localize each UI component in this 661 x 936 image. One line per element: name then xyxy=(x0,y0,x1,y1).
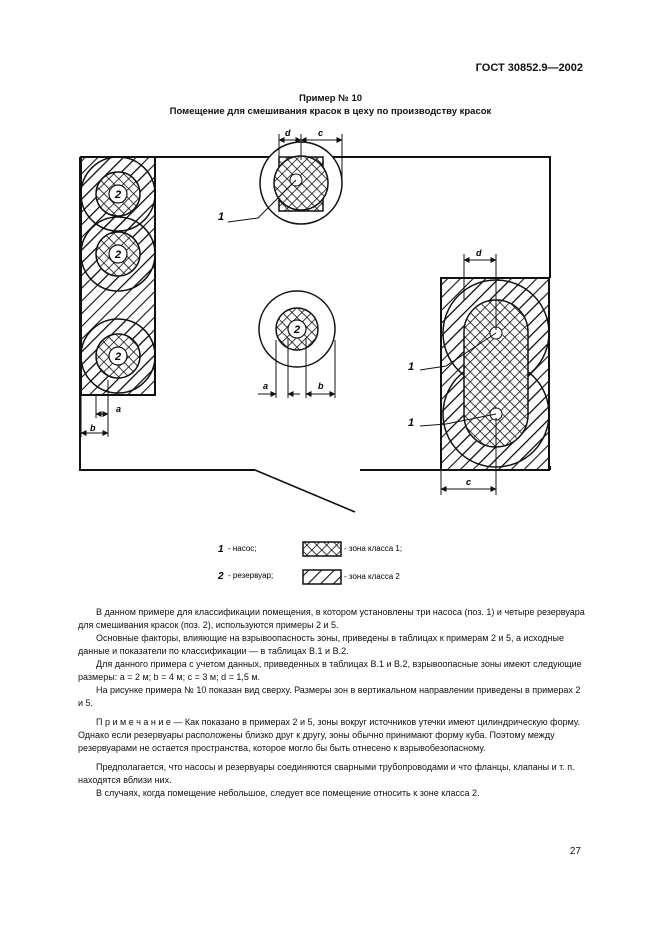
paragraph-3: Для данного примера с учетом данных, приведенных в таблицах В.1 и В.2, взрывоопасные зоны имеют следующие размеры: a = 2 м; b = 4 м; c = 3 м; d = 1,5 м. xyxy=(78,659,582,682)
paragraph-5: Предполагается, что насосы и резервуары соединяются сварными трубопроводами и что фланцы, клапаны и т. п. находятся вблизи них. xyxy=(78,762,575,785)
legend-pump-text: - насос; xyxy=(228,544,257,553)
example-number: Пример № 10 xyxy=(298,93,363,104)
dim-label-c-top: c xyxy=(318,128,324,138)
dim-label-d-right: d xyxy=(476,248,482,258)
reservoir-label-3: 2 xyxy=(114,351,122,363)
reservoir-label-center: 2 xyxy=(293,324,301,336)
legend-pump-number: 1 xyxy=(218,544,224,555)
legend-zone2-swatch xyxy=(303,570,341,584)
dim-label-d-top: d xyxy=(285,128,291,138)
reservoir-label-1: 2 xyxy=(114,189,122,201)
legend xyxy=(217,542,402,584)
legend-zone1-swatch xyxy=(303,542,341,556)
pump-label-top: 1 xyxy=(218,211,225,223)
body-text xyxy=(78,606,586,800)
paragraph-1: В данном примере для классификации помещения, в котором установлены три насоса (поз. 1) и четыре резервуара для смешивания красок (поз. 2), используются примеры 2 и 5. xyxy=(78,607,585,630)
right-pump-zone xyxy=(441,278,549,470)
dim-label-a-center: a xyxy=(263,381,269,391)
pump-label-right-1: 1 xyxy=(408,361,415,373)
paragraph-2: Основные факторы, влияющие на взрывоопасность зоны, приведены в таблицах к примерам 2 и 5, а исходные данные и показатели по классификации — в таблицах В.1 и В.2. xyxy=(78,633,564,656)
paragraph-4: На рисунке примера № 10 показан вид сверху. Размеры зон в вертикальном направлении приведены в примерах 2 и 5. xyxy=(78,685,581,708)
legend-reservoir-text: - резервуар; xyxy=(228,571,274,580)
dim-label-c-right: c xyxy=(466,477,472,487)
standard-designation: ГОСТ 30852.9—2002 xyxy=(475,62,583,74)
pump-label-right-2: 1 xyxy=(408,417,415,429)
dim-label-b-center: b xyxy=(318,381,324,391)
paragraph-6: В случаях, когда помещение небольшое, следует все помещение относить к зоне класса 2. xyxy=(96,788,480,798)
note-paragraph: П р и м е ч а н и е — Как показано в примерах 2 и 5, зоны вокруг источников утечки имеют цилиндрическую форму. Однако если резервуары расположены близко друг к другу, зоны обычно принимают форму куба. Поэтому между резервуарами не остается пространства, которое могло бы быть отнесено к взрывобезопасному. xyxy=(78,717,580,753)
legend-zone2-text: - зона класса 2 xyxy=(344,572,400,581)
dim-label-a-left: a xyxy=(116,404,122,414)
page-number: 27 xyxy=(569,846,581,857)
reservoir-label-2: 2 xyxy=(114,249,122,261)
legend-zone1-text: - зона класса 1; xyxy=(344,544,403,553)
dim-label-b-left: b xyxy=(90,423,96,433)
door-line xyxy=(255,470,355,512)
figure-title: Помещение для смешивания красок в цеху по производству красок xyxy=(169,106,492,117)
legend-reservoir-number: 2 xyxy=(218,571,224,582)
